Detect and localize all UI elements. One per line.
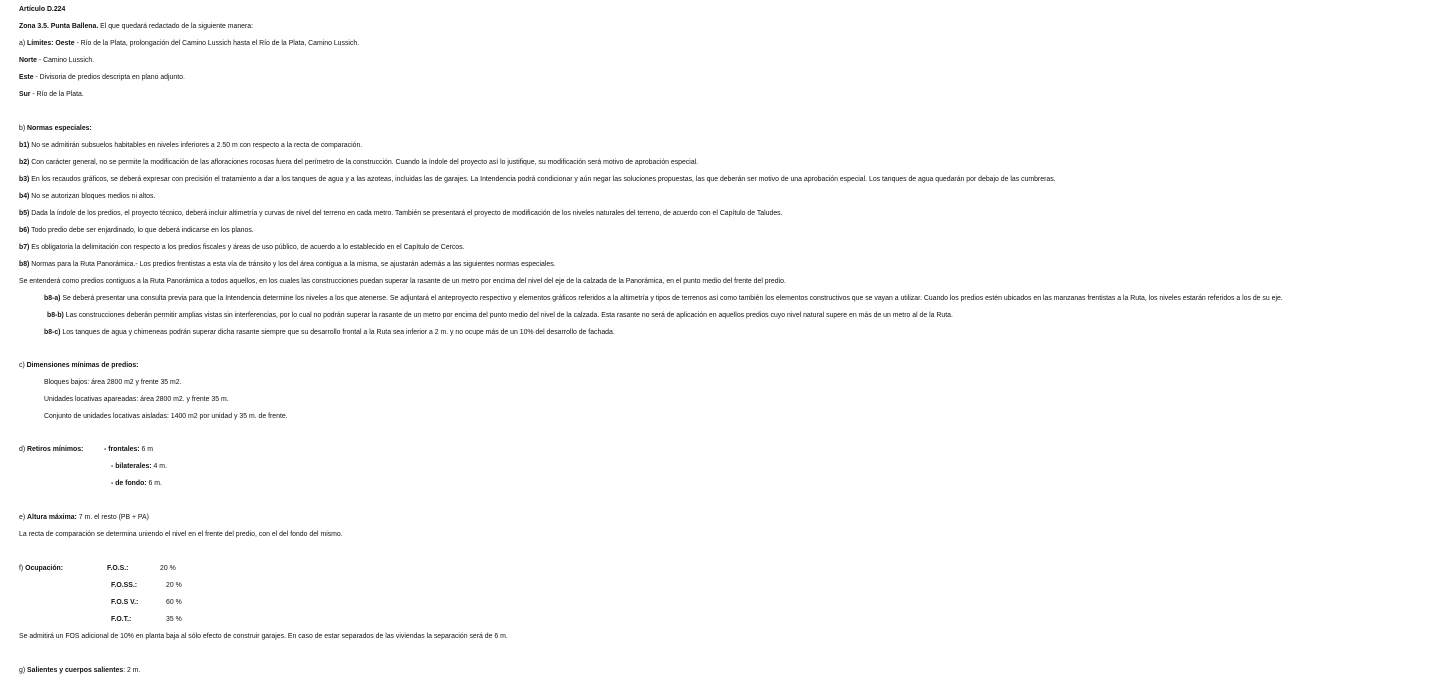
- retiro-item: [111, 479, 162, 488]
- norma-code: b3): [19, 176, 30, 183]
- altura-prefix: e): [19, 514, 28, 521]
- article-title: Artículo D.224: [19, 6, 66, 13]
- norma-text: Normas para la Ruta Panorámica.- Los predios frentistas a esta vía de tránsito y los del área contigua a la misma, se ajustarán además a las siguientes normas especiales.: [29, 261, 556, 268]
- ocupacion-prefix: f): [19, 565, 26, 572]
- b8-sub-text: Las construcciones deberán permitir amplias vistas sin interferencias, por lo cual no podrán superar la rasante de un metro por encima del punto medio del nivel de la calzada. Esta rasante no será de aplicación en aquellos predios cuyo nivel natural supere en más de un metro al de la Ruta.: [63, 312, 953, 319]
- altura-line: [19, 513, 149, 522]
- retiro-item: [111, 462, 167, 471]
- norma-item: [19, 192, 155, 201]
- b8-sub-text: Los tanques de agua y chimeneas podrán superar dicha rasante siempre que su desarrollo frontal a la Ruta sea inferior a 2 m. y no ocupe más de un 10% del desarrollo de fachada.: [60, 329, 615, 336]
- este-text: - Divisoria de predios descripta en plano adjunto.: [33, 74, 185, 81]
- norma-code: b4): [19, 193, 30, 200]
- altura-heading: Altura máxima:: [27, 514, 77, 521]
- limit-este: [19, 73, 185, 82]
- limits-prefix: a): [19, 40, 28, 47]
- salientes-heading: Salientes y cuerpos salientes: [27, 667, 124, 674]
- b8-sub-item: [44, 328, 615, 337]
- ocupacion-value: 20 %: [160, 565, 176, 572]
- norma-item: [19, 141, 362, 150]
- ocupacion-heading-text: Ocupación:: [25, 565, 64, 572]
- dimension-line: Bloques bajos: área 2800 m2 y frente 35 m2.: [44, 379, 182, 386]
- ocupacion-heading: [19, 564, 63, 573]
- retiro-value: 4 m.: [151, 463, 167, 470]
- norma-text: No se admitirán subsuelos habitables en niveles inferiores a 2.50 m con respecto a la recta de comparación.: [29, 142, 363, 149]
- norma-item: [19, 158, 698, 167]
- altura-note: La recta de comparación se determina uniendo el nivel en el frente del predio, con el del fondo del mismo.: [19, 531, 343, 538]
- norte-label: Norte: [19, 57, 37, 64]
- norma-code: b5): [19, 210, 30, 217]
- sur-label: Sur: [19, 91, 31, 98]
- norma-item: [19, 209, 783, 218]
- salientes-prefix: g): [19, 667, 28, 674]
- retiros-heading-text: Retiros mínimos:: [27, 446, 84, 453]
- norma-code: b7): [19, 244, 30, 251]
- retiros-heading: [19, 445, 83, 454]
- b8-sub-code: b8-c): [44, 329, 61, 336]
- retiro-label: - frontales:: [104, 446, 140, 453]
- b8-sub-item: [44, 294, 1283, 303]
- dimensiones-heading: [19, 361, 138, 370]
- norma-text: No se autorizan bloques medios ni altos.: [29, 193, 156, 200]
- norma-text: Dada la índole de los predios, el proyecto técnico, deberá incluir altimetría y curvas de nivel del terreno en cada metro. También se presentará el proyecto de modificación de los niveles naturales del terreno, de acuerdo con el Capítulo de Taludes.: [29, 210, 783, 217]
- retiro-label: - bilaterales:: [111, 463, 152, 470]
- retiro-value: 6 m.: [146, 480, 162, 487]
- ocupacion-value: 20 %: [166, 582, 182, 589]
- b8-sub-item: [47, 311, 953, 320]
- ocupacion-label: F.O.T.:: [111, 616, 132, 623]
- ocupacion-label: F.O.S V.:: [111, 599, 139, 606]
- norma-text: Es obligatoria la delimitación con respecto a los predios fiscales y áreas de uso público, de acuerdo a lo establecido en el Capítulo de Cercos.: [29, 244, 465, 251]
- zone-text: El que quedará redactado de la siguiente manera:: [98, 23, 254, 30]
- salientes-line: [19, 666, 140, 675]
- ocupacion-label: F.O.SS.:: [111, 582, 138, 589]
- dimension-line: Unidades locativas apareadas: área 2800 m2. y frente 35 m.: [44, 396, 229, 403]
- norma-item: [19, 175, 1056, 184]
- limits-label: Límites: Oeste: [27, 40, 75, 47]
- norma-item: [19, 260, 556, 269]
- b8-sub-text: Se deberá presentar una consulta previa para que la Intendencia determine los niveles a los que atenerse. Se adjuntará el anteproyecto respectivo y elementos gráficos referidos a la altimetría y tipos de terrenos así como también los elementos constructivos que se vayan a utilizar. Cuando los predios estén ubicados en las manzanas frentistas a la Ruta, los niveles estarán referidos a los de su eje.: [60, 295, 1283, 302]
- zone-label: Zona 3.5. Punta Ballena.: [19, 23, 99, 30]
- limit-norte: [19, 56, 94, 65]
- zone-line: [19, 22, 253, 31]
- limit-sur: [19, 90, 84, 99]
- normas-heading: [19, 124, 92, 133]
- dimensiones-heading-text: Dimensiones mínimas de predios:: [26, 362, 139, 369]
- norte-text: - Camino Lussich.: [37, 57, 95, 64]
- b8-intro: Se entenderá como predios contiguos a la Ruta Panorámica a todos aquellos, en los cuales las construcciones puedan superar la rasante de un metro por encima del nivel del eje de la calzada de la Panorámica, en el punto medio del frente del predio.: [19, 278, 786, 285]
- norma-code: b6): [19, 227, 30, 234]
- norma-text: Todo predio debe ser enjardinado, lo que deberá indicarse en los planos.: [29, 227, 254, 234]
- retiros-prefix: d): [19, 446, 28, 453]
- este-label: Este: [19, 74, 34, 81]
- normas-heading-text: Normas especiales:: [27, 125, 92, 132]
- norma-item: [19, 226, 254, 235]
- retiro-value: 6 m: [139, 446, 154, 453]
- altura-value: 7 m. el resto (PB + PA): [76, 514, 149, 521]
- ocupacion-value: 35 %: [166, 616, 182, 623]
- ocupacion-label: F.O.S.:: [107, 565, 129, 572]
- sur-text: - Río de la Plata.: [30, 91, 84, 98]
- ocupacion-note: Se admitirá un FOS adicional de 10% en planta baja al sólo efecto de construir garajes. En caso de estar separados de las viviendas la separación será de 6 m.: [19, 633, 508, 640]
- dimension-line: Conjunto de unidades locativas aisladas: 1400 m2 por unidad y 35 m. de frente.: [44, 413, 288, 420]
- norma-text: En los recaudos gráficos, se deberá expresar con precisión el tratamiento a dar a los tanques de agua y a las azoteas, incluidas las de garajes. La Intendencia podrá condicionar y aún negar las soluciones propuestas, las que deberán ser motivo de una aprobación especial. Los tanques de agua quedarán por debajo de las cumbreras.: [29, 176, 1056, 183]
- salientes-value: : 2 m.: [123, 667, 141, 674]
- normas-prefix: b): [19, 125, 28, 132]
- norma-code: b8): [19, 261, 30, 268]
- norma-code: b1): [19, 142, 30, 149]
- ocupacion-value: 60 %: [166, 599, 182, 606]
- retiro-item: [104, 445, 153, 454]
- norma-item: [19, 243, 464, 252]
- norma-code: b2): [19, 159, 30, 166]
- norma-text: Con carácter general, no se permite la modificación de las afloraciones rocosas fuera del perímetro de la construcción. Cuando la índole del proyecto así lo justifique, su modificación será motivo de aprobación especial.: [29, 159, 699, 166]
- dimensiones-prefix: c): [19, 362, 27, 369]
- retiro-label: - de fondo:: [111, 480, 147, 487]
- limits-text: - Río de la Plata, prolongación del Camino Lussich hasta el Río de la Plata, Camino Lussich.: [74, 40, 360, 47]
- limits-line: [19, 39, 359, 48]
- b8-sub-code: b8-a): [44, 295, 61, 302]
- b8-sub-code: b8-b): [47, 312, 64, 319]
